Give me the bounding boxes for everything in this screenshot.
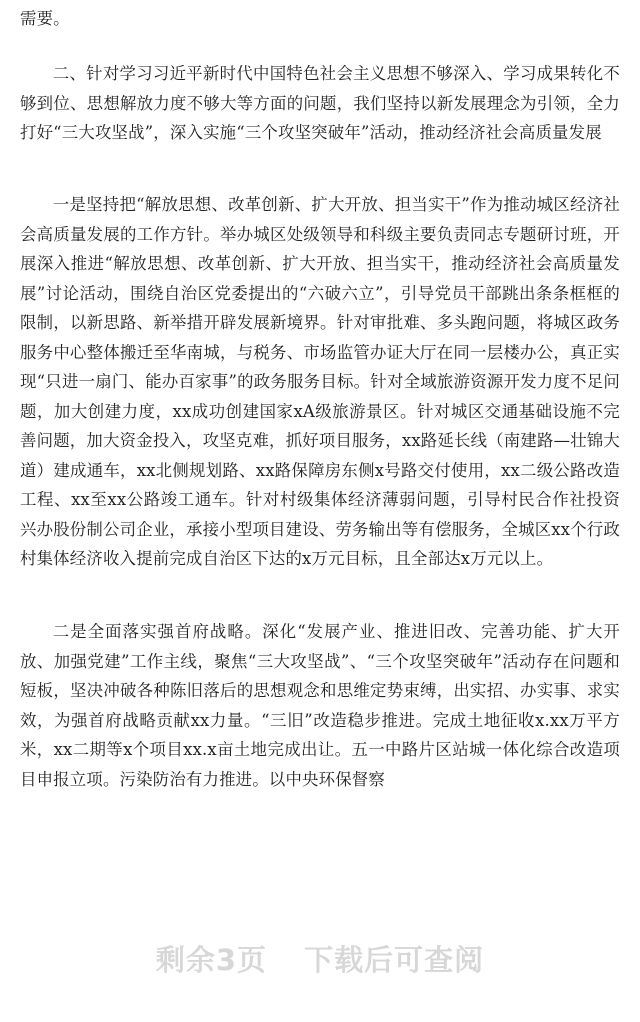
paragraph-point-two: 二是全面落实强首府战略。深化“发展产业、推进旧改、完善功能、扩大开放、加强党建”工作主线，聚焦“三大攻坚战”、“三个攻坚突破年”活动存在问题和短板，坚决冲破各种陈旧落后的思想观念和思维定势束缚，出实招、办实事、求实效，为强首府战略贡献xx力量。“三旧”改造稳步推进。完成土地征收x.xx万平方米，xx二期等x个项目xx.x亩土地完成出让。五一中路片区站城一体化综合改造项目申报立项。污染防治有力推进。以中央环保督察	[20, 622, 620, 789]
paragraph-section-two-heading: 二、针对学习习近平新时代中国特色社会主义思想不够深入、学习成果转化不够到位、思想解放力度不够大等方面的问题，我们坚持以新发展理念为引领，全力打好“三大攻坚战”，深入实施“三个攻坚突破年”活动，推动经济社会高质量发展	[20, 64, 620, 142]
remaining-pages-text[interactable]: 剩余3页 下载后可查阅	[155, 943, 485, 977]
paragraph-continuation: 需要。	[20, 9, 70, 28]
download-prompt-overlay[interactable]	[0, 930, 640, 992]
paragraph-point-one: 一是坚持把“解放思想、改革创新、扩大开放、担当实干”作为推动城区经济社会高质量发展的工作方针。举办城区处级领导和科级主要负责同志专题研讨班，开展深入推进“解放思想、改革创新、扩大开放、担当实干，推动经济社会高质量发展”讨论活动，围绕自治区党委提出的“六破六立”，引导党员干部跳出条条框框的限制，以新思路、新举措开辟发展新境界。针对审批难、多头跑问题，将城区政务服务中心整体搬迁至华南城，与税务、市场监管办证大厅在同一层楼办公，真正实现“只进一扇门、能办百家事”的政务服务目标。针对全域旅游资源开发力度不足问题，加大创建力度，xx成功创建国家xA级旅游景区。针对城区交通基础设施不完善问题，加大资金投入，攻坚克难，抓好项目服务，xx路延长线（南建路—壮锦大道）建成通车，xx北侧规划路、xx路保障房东侧x号路交付使用，xx二级公路改造工程、xx至xx公路竣工通车。针对村级集体经济薄弱问题，引导村民合作社投资兴办股份制公司企业，承接小型项目建设、劳务输出等有偿服务，全城区xx个行政村集体经济收入提前完成自治区下达的x万元目标，且全部达x万元以上。	[20, 195, 620, 568]
